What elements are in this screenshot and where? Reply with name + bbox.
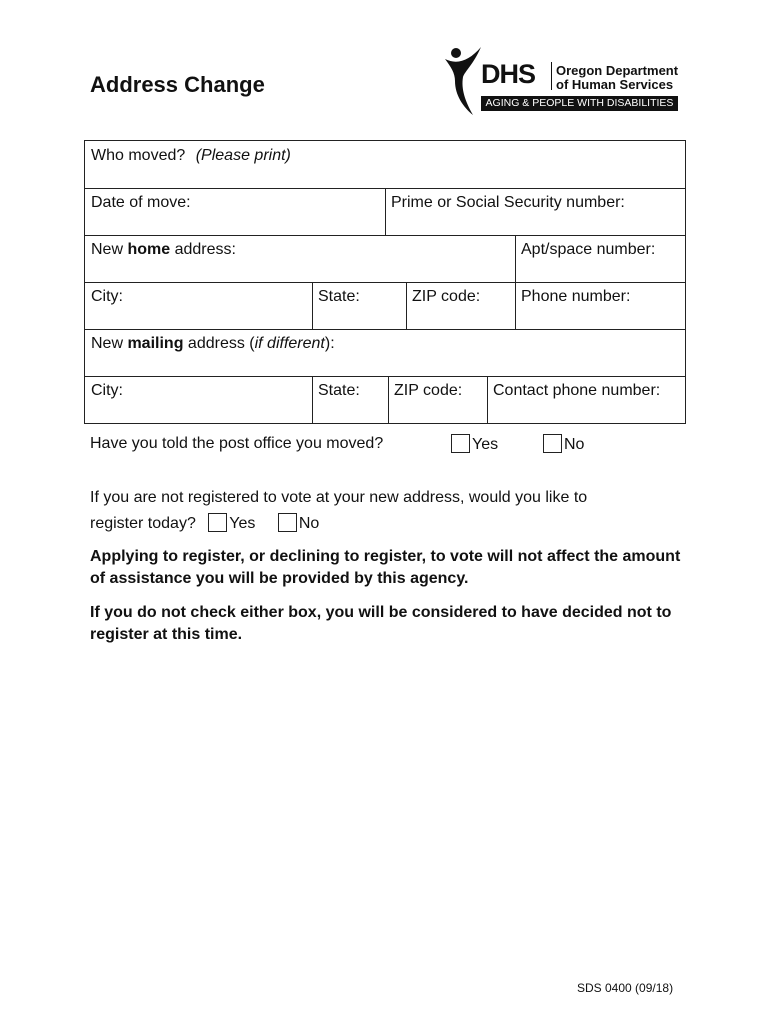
vote-yes-option[interactable] [208, 515, 255, 532]
post-office-no-label: No [564, 436, 585, 453]
vote-question-line2 [90, 513, 319, 533]
date-of-move-label: Date of move: [91, 194, 191, 211]
phone-number-label: Phone number: [521, 288, 631, 305]
new-mailing-address-label: New mailing address (if different): [91, 335, 335, 352]
post-office-yes-label: Yes [472, 436, 499, 453]
who-moved-hint: (Please print) [195, 147, 291, 164]
logo-org-line1: Oregon Department [556, 63, 679, 78]
person-figure-icon [443, 45, 483, 117]
mailing-city-label: City: [91, 382, 123, 399]
mailing-zip-label: ZIP code: [394, 382, 463, 399]
contact-phone-label: Contact phone number: [493, 382, 661, 399]
post-office-yes-checkbox[interactable] [451, 434, 470, 453]
home-city-label: City: [91, 288, 123, 305]
home-zip-field[interactable] [406, 282, 515, 329]
prime-ssn-label: Prime or Social Security number: [391, 194, 625, 211]
post-office-no-checkbox[interactable] [543, 434, 562, 453]
phone-number-field[interactable] [515, 282, 685, 329]
logo-divider [551, 62, 552, 90]
apt-space-label: Apt/space number: [521, 241, 656, 258]
vote-no-option[interactable] [278, 515, 319, 532]
who-moved-field[interactable] [85, 141, 685, 188]
apt-space-field[interactable] [515, 235, 685, 282]
vote-yes-checkbox[interactable] [208, 513, 227, 532]
post-office-question: Have you told the post office you moved? [90, 435, 384, 452]
vote-no-checkbox[interactable] [278, 513, 297, 532]
mailing-state-field[interactable] [312, 376, 388, 424]
home-city-field[interactable] [85, 282, 312, 329]
post-office-yes-option[interactable] [451, 434, 498, 454]
mailing-state-label: State: [318, 382, 360, 399]
post-office-no-option[interactable] [543, 434, 584, 454]
home-state-field[interactable] [312, 282, 406, 329]
contact-phone-field[interactable] [487, 376, 685, 424]
new-mailing-address-field[interactable] [85, 329, 685, 376]
form-number: SDS 0400 (09/18) [577, 981, 674, 995]
home-zip-label: ZIP code: [412, 288, 481, 305]
home-state-label: State: [318, 288, 360, 305]
logo-abbr: DHS [481, 59, 536, 89]
vote-question-text: register today? [90, 515, 196, 532]
vote-no-label: No [298, 515, 320, 532]
mailing-zip-field[interactable] [388, 376, 487, 424]
new-home-address-field[interactable] [85, 235, 515, 282]
assistance-notice: Applying to register, or declining to register, to vote will not affect the amount of assistance you will be provided by this agency. [90, 548, 681, 587]
form-title: Address Change [90, 72, 265, 97]
prime-ssn-field[interactable] [385, 188, 685, 235]
address-form-grid [84, 140, 686, 424]
date-of-move-field[interactable] [85, 188, 385, 235]
vote-yes-label: Yes [229, 515, 256, 532]
logo-org-line2: of Human Services [556, 77, 674, 92]
mailing-city-field[interactable] [85, 376, 312, 424]
new-home-address-label: New home address: [91, 241, 236, 258]
no-selection-notice: If you do not check either box, you will be considered to have decided not to register at this time. [90, 604, 672, 643]
who-moved-label: Who moved? [91, 147, 186, 164]
dhs-logo [443, 45, 683, 117]
vote-question-line1: If you are not registered to vote at your new address, would you like to [90, 489, 588, 506]
logo-division-bar: AGING & PEOPLE WITH DISABILITIES [481, 96, 678, 111]
